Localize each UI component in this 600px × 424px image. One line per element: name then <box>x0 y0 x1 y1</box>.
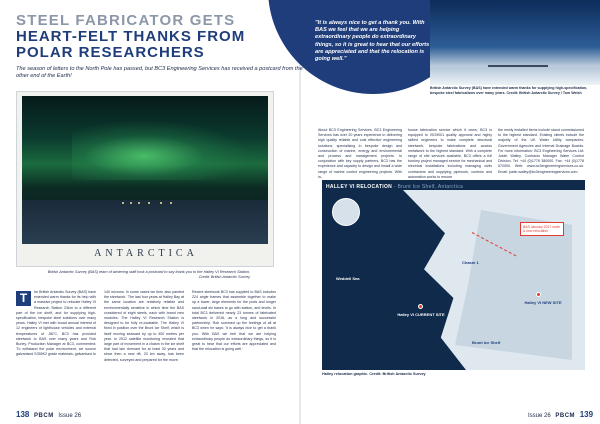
map-label-current-site: Halley VI CURRENT SITE <box>397 312 445 317</box>
left-body-column-3: Recent steelwork BC3 has supplied to BAS includes 224 angle frames that assemble together to make up a tower, large elements for the pods and longer sand-wall ski bases to go with station, and levels. In total BC3 delivered nearly 23 tonnes of fabricated steelwork in 2016, as a long and successful partnership. Rob summed up the feelings of all at BC3 when he says: 'It is always nice to get a thank you. With BAS we feel that we are helping extraordinary people do extraordinary things, so it is great to hear that our efforts are appreciated and that the relocation is going well.' <box>192 290 276 352</box>
headline <box>16 29 286 61</box>
right-publication: PBCM <box>555 413 576 419</box>
right-body-column-3: the newly installed items include stand commissioned to the highest standard. Existing clients include the majority of the UK Water Utility companies, Government Agencies and Internal Drainage Boards. For more information: BC3 Engineering Services Ltd: Justin Walley, Contracts Manager Water Control Division. Tel: +44 (0)1778 380000. Fax: +44 (0)1778 570000. Web: www.bc3engineeringservices.co.uk. Email: justin.walley@bc3engineeringservices.com <box>498 128 584 174</box>
right-page-number: 139 <box>579 410 594 419</box>
pull-quote: "It is always nice to get a thank you. With BAS we feel that we are helping extraordinary people do extraordinary things, so it is great to hear that our efforts are appreciated and that the relocation is going well." <box>315 20 430 63</box>
aurora-glow <box>72 120 252 180</box>
map-label-shelf: Brunt Ice Shelf <box>472 340 501 345</box>
station-photo-caption: British Antarctic Survey (BAS) have extended warm thanks for supplying high-specification, bespoke steel fabrications over many years. Credit: British Antarctic Survey / Tom Welsh <box>430 86 588 95</box>
left-publication: PBCM <box>34 413 54 419</box>
right-issue: Issue 26 <box>528 413 551 419</box>
map-title <box>326 184 463 190</box>
right-folio <box>528 410 593 419</box>
map-label-new-site: Halley VI NEW SITE <box>524 300 562 305</box>
postcard-photo <box>16 91 274 267</box>
dropcap: T <box>16 291 31 306</box>
left-issue: Issue 26 <box>58 413 82 419</box>
halley-current-marker <box>418 304 423 309</box>
left-body-text-1: he British Antarctic Survey (BAS) have extended warm thanks for its help with a massive project to relocate Halley VI Research Station 23km to a different part of the ice shelf, and for supplying high-specification, bespoke steel solutions over many years. Halley VI met with broad annual interest of 12 engineers of lighthouse vehicles and external temperatures of -56°C. BC3 has provided steelwork to BAS over many years and Rob Burley, Production Manager at BC3, commented: 'To withstand the polar environment, we source galvanised S355K2 grade materials, galvanised to <box>16 290 96 357</box>
standfirst: The season of letters to the North Pole has passed, but BC3 Engineering Services has received a postcard from the other end of the Earth! <box>16 66 303 79</box>
postcard-word: ANTARCTICA <box>94 248 198 259</box>
photo-caption: British Antarctic Survey (BAS) team of wintering staff took a postcard to say thank you to the Halley VI Research Station. Credit: British Antarctic Survey <box>47 270 250 279</box>
relocation-map <box>322 180 585 370</box>
aurora-image <box>22 96 268 244</box>
ice-shelf <box>430 67 600 85</box>
map-callout: BAS January 2017 route & new relocation <box>520 222 564 236</box>
station-photo <box>430 0 600 85</box>
headline-line-2: POLAR RESEARCHERS <box>16 44 205 61</box>
map-label-chasm: Chasm 1 <box>462 260 479 265</box>
map-title-main: HALLEY VI RELOCATION <box>326 184 393 190</box>
right-body-column-1: About BC3 Engineering Services. BC3 Engineering Services has over 20 years experience in delivering high quality reliable and cost effective engineering solutions, specialising in bespoke design and construction of marine, energy and environmental and process and management projects. In conjunction with key supply partners, BC3 has the experience and capacity to design and install a wide range of marine control engineering projects. With in- <box>318 128 402 179</box>
snow-ground <box>22 200 268 244</box>
left-body-column-2: 140 microns. In some cases we then also painted the steelwork.' The last four years at Halley Bay at the same location are relatively reliable and environmentally sensitive in which time the BAS considered of eight steels, each with brand new modules. The Halley VI Research Station is designed to be fully re-locatable. The Halley VI fixed in position over the Brunt Ice Shelf, which is itself moving seaward by up to 400 metres per year. In 2012 satellite monitoring revealed that large part of movement in a chasm in the ice shelf that had lain dormant for at least 30 years and since then a new rift, 23 km away, has been detected, surveyed and prepared for the move. <box>104 290 184 362</box>
map-caption: Halley relocation graphic. Credit: British Antarctic Survey <box>322 372 426 376</box>
headline-kicker: STEEL FABRICATOR GETS <box>16 12 236 29</box>
map-label-sea: Weddell Sea <box>336 276 360 281</box>
right-body-column-2: house fabrication service which it owns, BC3 is equipped to ISO9001 quality approval and highly skilled engineers to make complete structural steelwork, bespoke fabrications and access metalwork to the highest standard. With a complete range of site services available, BC3 offers a full turnkey project managed service for mechanical and electrical installations including managing civils contractors and supplying pipework, controls and automation works to ensure <box>408 128 492 179</box>
map-title-sub: - Brunt Ice Shelf, Antarctica <box>392 184 464 190</box>
headline-line-1: HEART-FELT THANKS FROM <box>16 28 246 45</box>
station-lights <box>118 194 178 204</box>
left-page-number: 138 <box>16 410 30 419</box>
globe-inset-icon <box>332 198 360 226</box>
halley-new-marker <box>536 292 541 297</box>
left-folio <box>16 410 81 419</box>
left-body-column-1 <box>16 290 96 358</box>
